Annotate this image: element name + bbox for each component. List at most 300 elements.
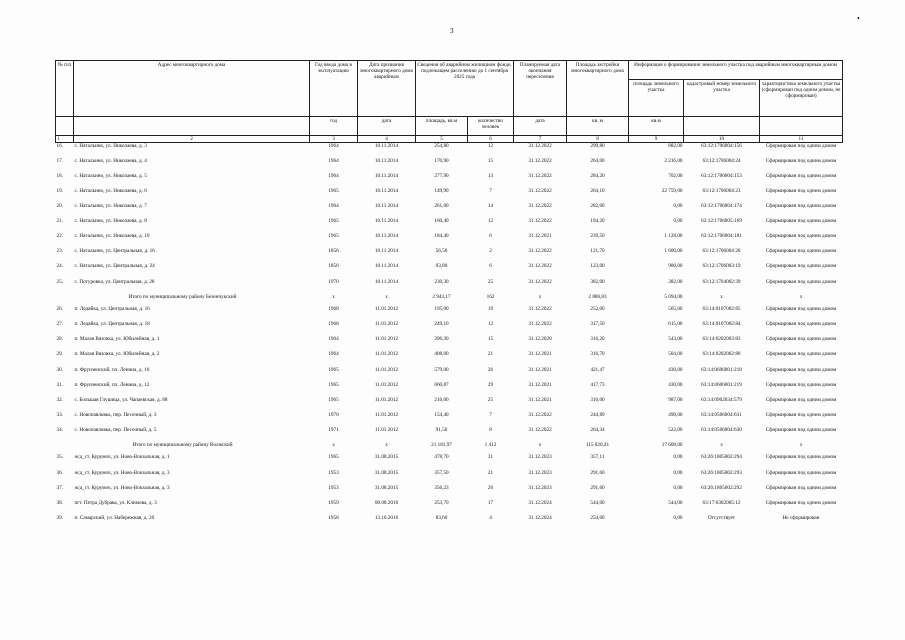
area-cell: 56,50: [435, 248, 448, 255]
year-cell: 1856: [328, 248, 339, 255]
year-cell: 1965: [328, 396, 339, 403]
header-unit-people: количество человек: [468, 117, 514, 136]
subtotal-label: Итого по муниципальному району Волжский: [132, 441, 233, 448]
plan-date-cell: 31.12.2022: [528, 143, 552, 150]
building-area-cell: 316,70: [590, 351, 605, 358]
table-row: [56, 279, 843, 294]
people-cell: 21: [487, 469, 494, 476]
building-area-cell: 264,10: [590, 187, 605, 194]
building-area-cell: 115 020,41: [585, 441, 610, 448]
row-number-cell: 39.: [56, 514, 63, 521]
area-cell: 356,23: [434, 484, 449, 491]
people-cell: 14: [487, 203, 494, 210]
plan-date-cell: 31.12.2022: [528, 411, 552, 418]
header-year-built: Год ввода дома в эксплуатацию: [310, 61, 358, 117]
plan-date-cell: х: [538, 293, 542, 300]
year-cell: 1964: [328, 172, 339, 179]
address-cell: п. Ледяйка, ул. Центральная, д. 16: [74, 306, 150, 313]
cadastral-cell: х: [720, 293, 723, 300]
plan-date-cell: 31.12.2022: [528, 203, 552, 210]
year-cell: 1965: [328, 218, 339, 225]
row-number-cell: 27.: [56, 321, 63, 328]
date-cell: 08.08.2016: [374, 499, 399, 506]
building-area-cell: 316,20: [590, 336, 605, 343]
address-cell: п. Фрунзенский, пл. Ленина, д. 10: [74, 366, 150, 373]
area-cell: 160,40: [434, 218, 449, 225]
characteristic-cell: х: [799, 441, 803, 448]
land-area-cell: 22 759,00: [661, 187, 683, 194]
area-cell: 396,30: [434, 336, 449, 343]
land-area-cell: 0,00: [673, 454, 683, 461]
table-row: [56, 188, 843, 203]
date-cell: 10.11.2014: [374, 172, 399, 179]
cadastral-cell: 63:12:1706004:20: [702, 248, 741, 255]
date-cell: 31.08.2015: [374, 484, 399, 491]
land-area-cell: 5 094,00: [664, 293, 683, 300]
date-cell: 10.11.2014: [374, 218, 399, 225]
address-cell: с. Натальино, ул. Центральная, д. 16: [74, 248, 155, 255]
building-area-cell: 121,70: [590, 248, 605, 255]
table-row: [56, 248, 843, 263]
header-unit-area: площадь, кв.м: [416, 117, 468, 136]
header-unit-build-area: кв. м: [567, 117, 629, 136]
year-cell: 1965: [328, 366, 339, 373]
area-cell: 261,00: [434, 203, 449, 210]
area-cell: 2 943,17: [432, 293, 451, 300]
people-cell: 26: [487, 366, 494, 373]
column-number: 7: [514, 136, 567, 143]
plan-date-cell: 31.12.2022: [528, 157, 552, 164]
header-unit-blank: [760, 117, 843, 136]
characteristic-cell: Сформирован под одним домом: [765, 484, 837, 491]
table-row: [56, 367, 843, 382]
land-area-cell: 543,00: [668, 336, 683, 343]
cadastral-cell: 63:12:1706004:153: [701, 172, 742, 179]
address-cell: п. Самарский, ул. Набережная, д. 20: [74, 514, 155, 521]
plan-date-cell: 31.12.2023: [528, 454, 552, 461]
plan-date-cell: х: [538, 441, 542, 448]
land-area-cell: 882,00: [668, 143, 683, 150]
cadastral-cell: 63:14:0606001:219: [701, 381, 742, 388]
people-cell: 12: [487, 218, 494, 225]
characteristic-cell: Сформирован под одним домом: [765, 454, 837, 461]
column-number: 2: [74, 136, 310, 143]
row-number-cell: 18.: [56, 172, 63, 179]
date-cell: 10.11.2014: [374, 203, 399, 210]
year-cell: 1965: [328, 454, 339, 461]
address-cell: п. Фрунзенский, пл. Ленина, д. 12: [74, 381, 150, 388]
building-area-cell: 310,00: [590, 396, 605, 403]
address-cell: с. Новопавловка, пер. Песочный, д. 3: [74, 411, 157, 418]
header-unit-blank: [74, 117, 310, 136]
plan-date-cell: 31.12.2021: [528, 396, 552, 403]
plan-date-cell: 31.12.2022: [528, 263, 552, 270]
people-cell: 6: [489, 263, 492, 270]
year-cell: 1964: [328, 157, 339, 164]
table-row: [56, 412, 843, 427]
date-cell: 11.01.2012: [374, 366, 399, 373]
year-cell: 1964: [328, 203, 339, 210]
table-row: [56, 470, 843, 485]
cadastral-cell: 63:14:0107002:85: [702, 306, 741, 313]
column-number: 5: [416, 136, 468, 143]
building-area-cell: 252,00: [590, 306, 605, 313]
characteristic-cell: Сформирован под одним домом: [765, 469, 837, 476]
people-cell: 2: [489, 248, 492, 255]
date-cell: 11.01.2012: [374, 306, 399, 313]
column-number: 6: [468, 136, 514, 143]
header-land-characteristic: характеристика земельного участка (сформирован под одним домом, не сформирован): [760, 80, 843, 117]
land-area-cell: 0,00: [673, 484, 683, 491]
address-cell: ж/д_ст. Курумоч, ул. Ново-Вокзальная, д. 3: [74, 469, 170, 476]
row-number-cell: 17.: [56, 157, 63, 164]
address-cell: с. Натальино, ул. Николаева, д. 10: [74, 233, 150, 240]
column-number: 4: [358, 136, 416, 143]
address-cell: ж/д_ст. Курумоч, ул. Ново-Вокзальная, д. 3: [74, 484, 170, 491]
column-number: 1: [56, 136, 74, 143]
table-row: [56, 454, 843, 469]
people-cell: 21: [487, 351, 494, 358]
column-number: 3: [310, 136, 358, 143]
people-cell: 7: [489, 411, 492, 418]
building-area-cell: 264,34: [590, 426, 605, 433]
date-cell: х: [385, 293, 388, 300]
header-address: Адрес многоквартирного дома: [74, 61, 310, 117]
cadastral-cell: 63:14:0202002:80: [702, 351, 741, 358]
year-cell: 1958: [328, 514, 339, 521]
date-cell: 11.01.2012: [374, 351, 399, 358]
building-area-cell: 299,80: [590, 143, 605, 150]
area-cell: 154,40: [434, 411, 449, 418]
table-row: [56, 203, 843, 218]
year-cell: х: [332, 441, 335, 448]
date-cell: 31.08.2015: [374, 454, 399, 461]
row-number-cell: 31.: [56, 381, 63, 388]
characteristic-cell: Сформирован под одним домом: [765, 157, 837, 164]
row-number-cell: 21.: [56, 218, 63, 225]
row-number-cell: 36.: [56, 469, 63, 476]
table-row: [56, 173, 843, 188]
characteristic-cell: Сформирован под одним домом: [765, 233, 837, 240]
cadastral-cell: 63:14:0902034:579: [701, 396, 742, 403]
area-cell: 83,60: [435, 514, 448, 521]
date-cell: 13.10.2016: [374, 514, 399, 521]
table-row: [56, 500, 843, 515]
address-cell: с. Натальино, ул. Николаева, д. 4: [74, 157, 147, 164]
cadastral-cell: 63:26:1805002:294: [701, 454, 742, 461]
land-area-cell: 900,00: [668, 263, 683, 270]
date-cell: 31.08.2015: [374, 469, 399, 476]
row-number-cell: 29.: [56, 351, 63, 358]
table-row: [56, 336, 843, 351]
building-area-cell: 421,47: [590, 366, 605, 373]
address-cell: п. Ледяйка, ул. Центральная, д. 18: [74, 321, 150, 328]
header-emergency-fund: Сведения об аварийном жилищном фонде, подлежащем расселению до 1 сентября 2025 года: [416, 61, 514, 117]
land-area-cell: 1 600,00: [664, 248, 683, 255]
land-area-cell: 615,00: [668, 321, 683, 328]
year-cell: 1959: [328, 499, 339, 506]
plan-date-cell: 31.12.2021: [528, 381, 552, 388]
date-cell: 10.11.2014: [374, 187, 399, 194]
building-area-cell: 417,73: [590, 381, 605, 388]
date-cell: 11.01.2012: [374, 321, 399, 328]
plan-date-cell: 31.12.2022: [528, 172, 552, 179]
people-cell: 12: [487, 321, 494, 328]
people-cell: 7: [489, 187, 492, 194]
characteristic-cell: Сформирован под одним домом: [765, 203, 837, 210]
land-area-cell: 2 216,00: [664, 157, 683, 164]
table-row: [56, 485, 843, 500]
plan-date-cell: 31.12.2021: [528, 351, 552, 358]
plan-date-cell: 31.12.2022: [528, 278, 552, 285]
address-cell: с. Новопавловка, пер. Песочный, д. 5: [74, 426, 157, 433]
row-number-cell: 38.: [56, 499, 63, 506]
row-number-cell: 24.: [56, 263, 63, 270]
row-number-cell: 32.: [56, 396, 63, 403]
land-area-cell: 702,00: [668, 172, 683, 179]
row-number-cell: 28.: [56, 336, 63, 343]
plan-date-cell: 31.12.2023: [528, 484, 552, 491]
people-cell: 162: [486, 293, 495, 300]
plan-date-cell: 31.12.2022: [528, 306, 552, 313]
plan-date-cell: 31.12.2024: [528, 499, 552, 506]
row-number-cell: 26.: [56, 306, 63, 313]
table-header: [56, 61, 843, 143]
characteristic-cell: Сформирован под одним домом: [765, 278, 837, 285]
cadastral-cell: 63:14:0506004:630: [701, 426, 742, 433]
row-number-cell: 30.: [56, 366, 63, 373]
subtotal-label: Итого по муниципальному району Безенчукский: [128, 293, 237, 300]
people-cell: 25: [487, 396, 494, 403]
characteristic-cell: х: [799, 293, 803, 300]
cadastral-cell: х: [720, 441, 723, 448]
characteristic-cell: Сформирован под одним домом: [765, 411, 837, 418]
characteristic-cell: Сформирован под одним домом: [765, 263, 837, 270]
address-cell: с. Натальино, ул. Николаева, д. 3: [74, 143, 147, 150]
building-area-cell: 264,00: [590, 157, 605, 164]
building-area-cell: 357,11: [590, 454, 605, 461]
cadastral-cell: 63:14:0107002:84: [702, 321, 741, 328]
address-cell: с. Натальино, ул. Николаева, д. 7: [74, 203, 147, 210]
plan-date-cell: 31.12.2022: [528, 187, 552, 194]
year-cell: 1965: [328, 187, 339, 194]
plan-date-cell: 31.12.2023: [528, 469, 552, 476]
plan-date-cell: 31.12.2024: [528, 514, 552, 521]
year-cell: 1970: [328, 411, 339, 418]
date-cell: х: [385, 441, 388, 448]
date-cell: 10.11.2014: [374, 278, 399, 285]
characteristic-cell: Не сформирован: [782, 514, 820, 521]
table-row: [56, 427, 843, 442]
header-unit-land-area: кв.м: [629, 117, 684, 136]
table-row: [56, 158, 843, 173]
plan-date-cell: 31.12.2020: [528, 336, 552, 343]
row-number-cell: 19.: [56, 187, 63, 194]
year-cell: 1964: [328, 143, 339, 150]
building-area-cell: 282,00: [590, 203, 605, 210]
address-cell: пгт. Петра Дубрава, ул. Климова, д. 3: [74, 499, 157, 506]
year-cell: 1953: [328, 484, 339, 491]
area-cell: 93,80: [435, 263, 448, 270]
date-cell: 11.01.2012: [374, 396, 399, 403]
characteristic-cell: Сформирован под одним домом: [765, 426, 837, 433]
area-cell: 579,00: [434, 366, 449, 373]
building-area-cell: 123,00: [590, 263, 605, 270]
header-unit-plan-date: дата: [514, 117, 567, 136]
year-cell: 1856: [328, 263, 339, 270]
plan-date-cell: 31.12.2021: [528, 233, 552, 240]
year-cell: 1964: [328, 336, 339, 343]
address-cell: с. Большая Глушица, ул. Чапаевская, д. 88: [74, 396, 168, 403]
land-area-cell: 0,00: [673, 469, 683, 476]
plan-date-cell: 31.12.2022: [528, 321, 552, 328]
building-area-cell: 291,60: [590, 469, 605, 476]
header-land-info: Информация о формировании земельного участка под аварийным многоквартирным домом: [629, 61, 843, 80]
area-cell: 660,87: [434, 381, 449, 388]
plan-date-cell: 31.12.2022: [528, 426, 552, 433]
row-number-cell: 16.: [56, 143, 63, 150]
date-cell: 11.01.2012: [374, 411, 399, 418]
people-cell: 4: [489, 514, 492, 521]
area-cell: 91,50: [435, 426, 448, 433]
year-cell: х: [332, 293, 335, 300]
cadastral-cell: 63:12:1706005:169: [701, 218, 742, 225]
row-number-cell: 34.: [56, 426, 63, 433]
people-cell: 26: [487, 484, 494, 491]
area-cell: 254,80: [434, 143, 449, 150]
area-cell: 357,50: [434, 469, 449, 476]
characteristic-cell: Сформирован под одним домом: [765, 306, 837, 313]
cadastral-cell: 63:12:1706003:19: [702, 263, 741, 270]
people-cell: 31: [487, 454, 494, 461]
area-cell: 478,70: [434, 454, 449, 461]
subtotal-row: [56, 294, 843, 307]
table-row: [56, 515, 843, 530]
address-cell: с. Натальино, ул. Николаева, д. 5: [74, 172, 147, 179]
address-cell: с. Натальино, ул. Центральная, д. 24: [74, 263, 155, 270]
characteristic-cell: Сформирован под одним домом: [765, 366, 837, 373]
land-area-cell: 498,00: [668, 411, 683, 418]
characteristic-cell: Сформирован под одним домом: [765, 336, 837, 343]
scan-dot: •: [857, 14, 860, 23]
people-cell: 17: [487, 499, 494, 506]
building-area-cell: 317,50: [590, 321, 605, 328]
area-cell: 249,10: [434, 321, 449, 328]
date-cell: 10.11.2014: [374, 157, 399, 164]
cadastral-cell: 63:12:1706004:23: [702, 187, 741, 194]
row-number-cell: 23.: [56, 248, 63, 255]
date-cell: 11.01.2012: [374, 426, 399, 433]
area-cell: 149,90: [434, 187, 449, 194]
address-cell: п. Малая Вязовка, ул. Юбилейная, д. 2: [74, 351, 160, 358]
cadastral-cell: 63:12:1706004:174: [701, 203, 742, 210]
date-cell: 10.11.2014: [374, 143, 399, 150]
characteristic-cell: Сформирован под одним домом: [765, 396, 837, 403]
land-area-cell: 430,00: [668, 381, 683, 388]
land-area-cell: 0,00: [673, 514, 683, 521]
land-area-cell: 987,00: [668, 396, 683, 403]
table-row: [56, 382, 843, 397]
header-land-area: площадь земельного участка: [629, 80, 684, 117]
date-cell: 11.01.2012: [374, 381, 399, 388]
area-cell: 184,40: [434, 233, 449, 240]
characteristic-cell: Сформирован под одним домом: [765, 172, 837, 179]
table-row: [56, 263, 843, 278]
table-row: [56, 351, 843, 366]
cadastral-cell: 63:26:1805002:293: [701, 469, 742, 476]
emergency-housing-table: [55, 60, 843, 530]
year-cell: 1968: [328, 321, 339, 328]
land-area-cell: 0,00: [673, 218, 683, 225]
area-cell: 216,00: [434, 396, 449, 403]
column-number: 11: [760, 136, 843, 143]
area-cell: 230,30: [434, 278, 449, 285]
table-row: [56, 233, 843, 248]
address-cell: с. Натальино, ул. Николаева, д. 8: [74, 218, 147, 225]
characteristic-cell: Сформирован под одним домом: [765, 187, 837, 194]
area-cell: 170,90: [434, 157, 449, 164]
area-cell: 253,70: [434, 499, 449, 506]
page-number: 3: [450, 27, 454, 35]
cadastral-cell: 63:26:1805002:292: [701, 484, 742, 491]
characteristic-cell: Сформирован под одним домом: [765, 321, 837, 328]
cadastral-cell: 63:14:0606001:218: [701, 366, 742, 373]
row-number-cell: 37.: [56, 484, 63, 491]
plan-date-cell: 31.12.2022: [528, 218, 552, 225]
land-area-cell: 382,00: [668, 278, 683, 285]
header-unit-year: год: [310, 117, 358, 136]
land-area-cell: 1 128,00: [664, 233, 683, 240]
header-building-area: Площадь застройки многоквартирного дома: [567, 61, 629, 117]
subtotal-row: [56, 442, 843, 455]
year-cell: 1965: [328, 381, 339, 388]
cadastral-cell: 63:14:0202003:83: [702, 336, 741, 343]
cadastral-cell: 63:14:0506004:631: [701, 411, 742, 418]
table-row: [56, 321, 843, 336]
date-cell: 10.11.2014: [374, 263, 399, 270]
column-number: 9: [629, 136, 684, 143]
building-area-cell: 244,89: [590, 411, 605, 418]
address-cell: п. Малая Вязовка, ул. Юбилейная, д. 1: [74, 336, 160, 343]
area-cell: 277,90: [434, 172, 449, 179]
table-row: [56, 306, 843, 321]
plan-date-cell: 31.12.2021: [528, 366, 552, 373]
people-cell: 8: [489, 426, 492, 433]
date-cell: 10.11.2014: [374, 233, 399, 240]
characteristic-cell: Сформирован под одним домом: [765, 351, 837, 358]
header-cadastral-number: кадастровый номер земельного участка: [684, 80, 760, 117]
header-unit-blank: [684, 117, 760, 136]
land-area-cell: 544,00: [668, 499, 683, 506]
address-cell: с. Натальино, ул. Николаева, д. 6: [74, 187, 147, 194]
people-cell: 29: [487, 381, 494, 388]
row-number-cell: 22.: [56, 233, 63, 240]
cadastral-cell: Отсутствует: [707, 514, 736, 521]
cadastral-cell: 63:17:0302005:12: [702, 499, 741, 506]
year-cell: 1965: [328, 233, 339, 240]
year-cell: 1968: [328, 306, 339, 313]
header-emergency-date: Дата признания многоквартирного дома аварийным: [358, 61, 416, 117]
building-area-cell: 291,60: [590, 484, 605, 491]
table-row: [56, 218, 843, 233]
table-row: [56, 397, 843, 412]
row-number-cell: 25.: [56, 278, 63, 285]
characteristic-cell: Сформирован под одним домом: [765, 218, 837, 225]
date-cell: 10.11.2014: [374, 248, 399, 255]
year-cell: 1971: [328, 426, 339, 433]
building-area-cell: 544,00: [590, 499, 605, 506]
row-number-cell: 35.: [56, 454, 63, 461]
